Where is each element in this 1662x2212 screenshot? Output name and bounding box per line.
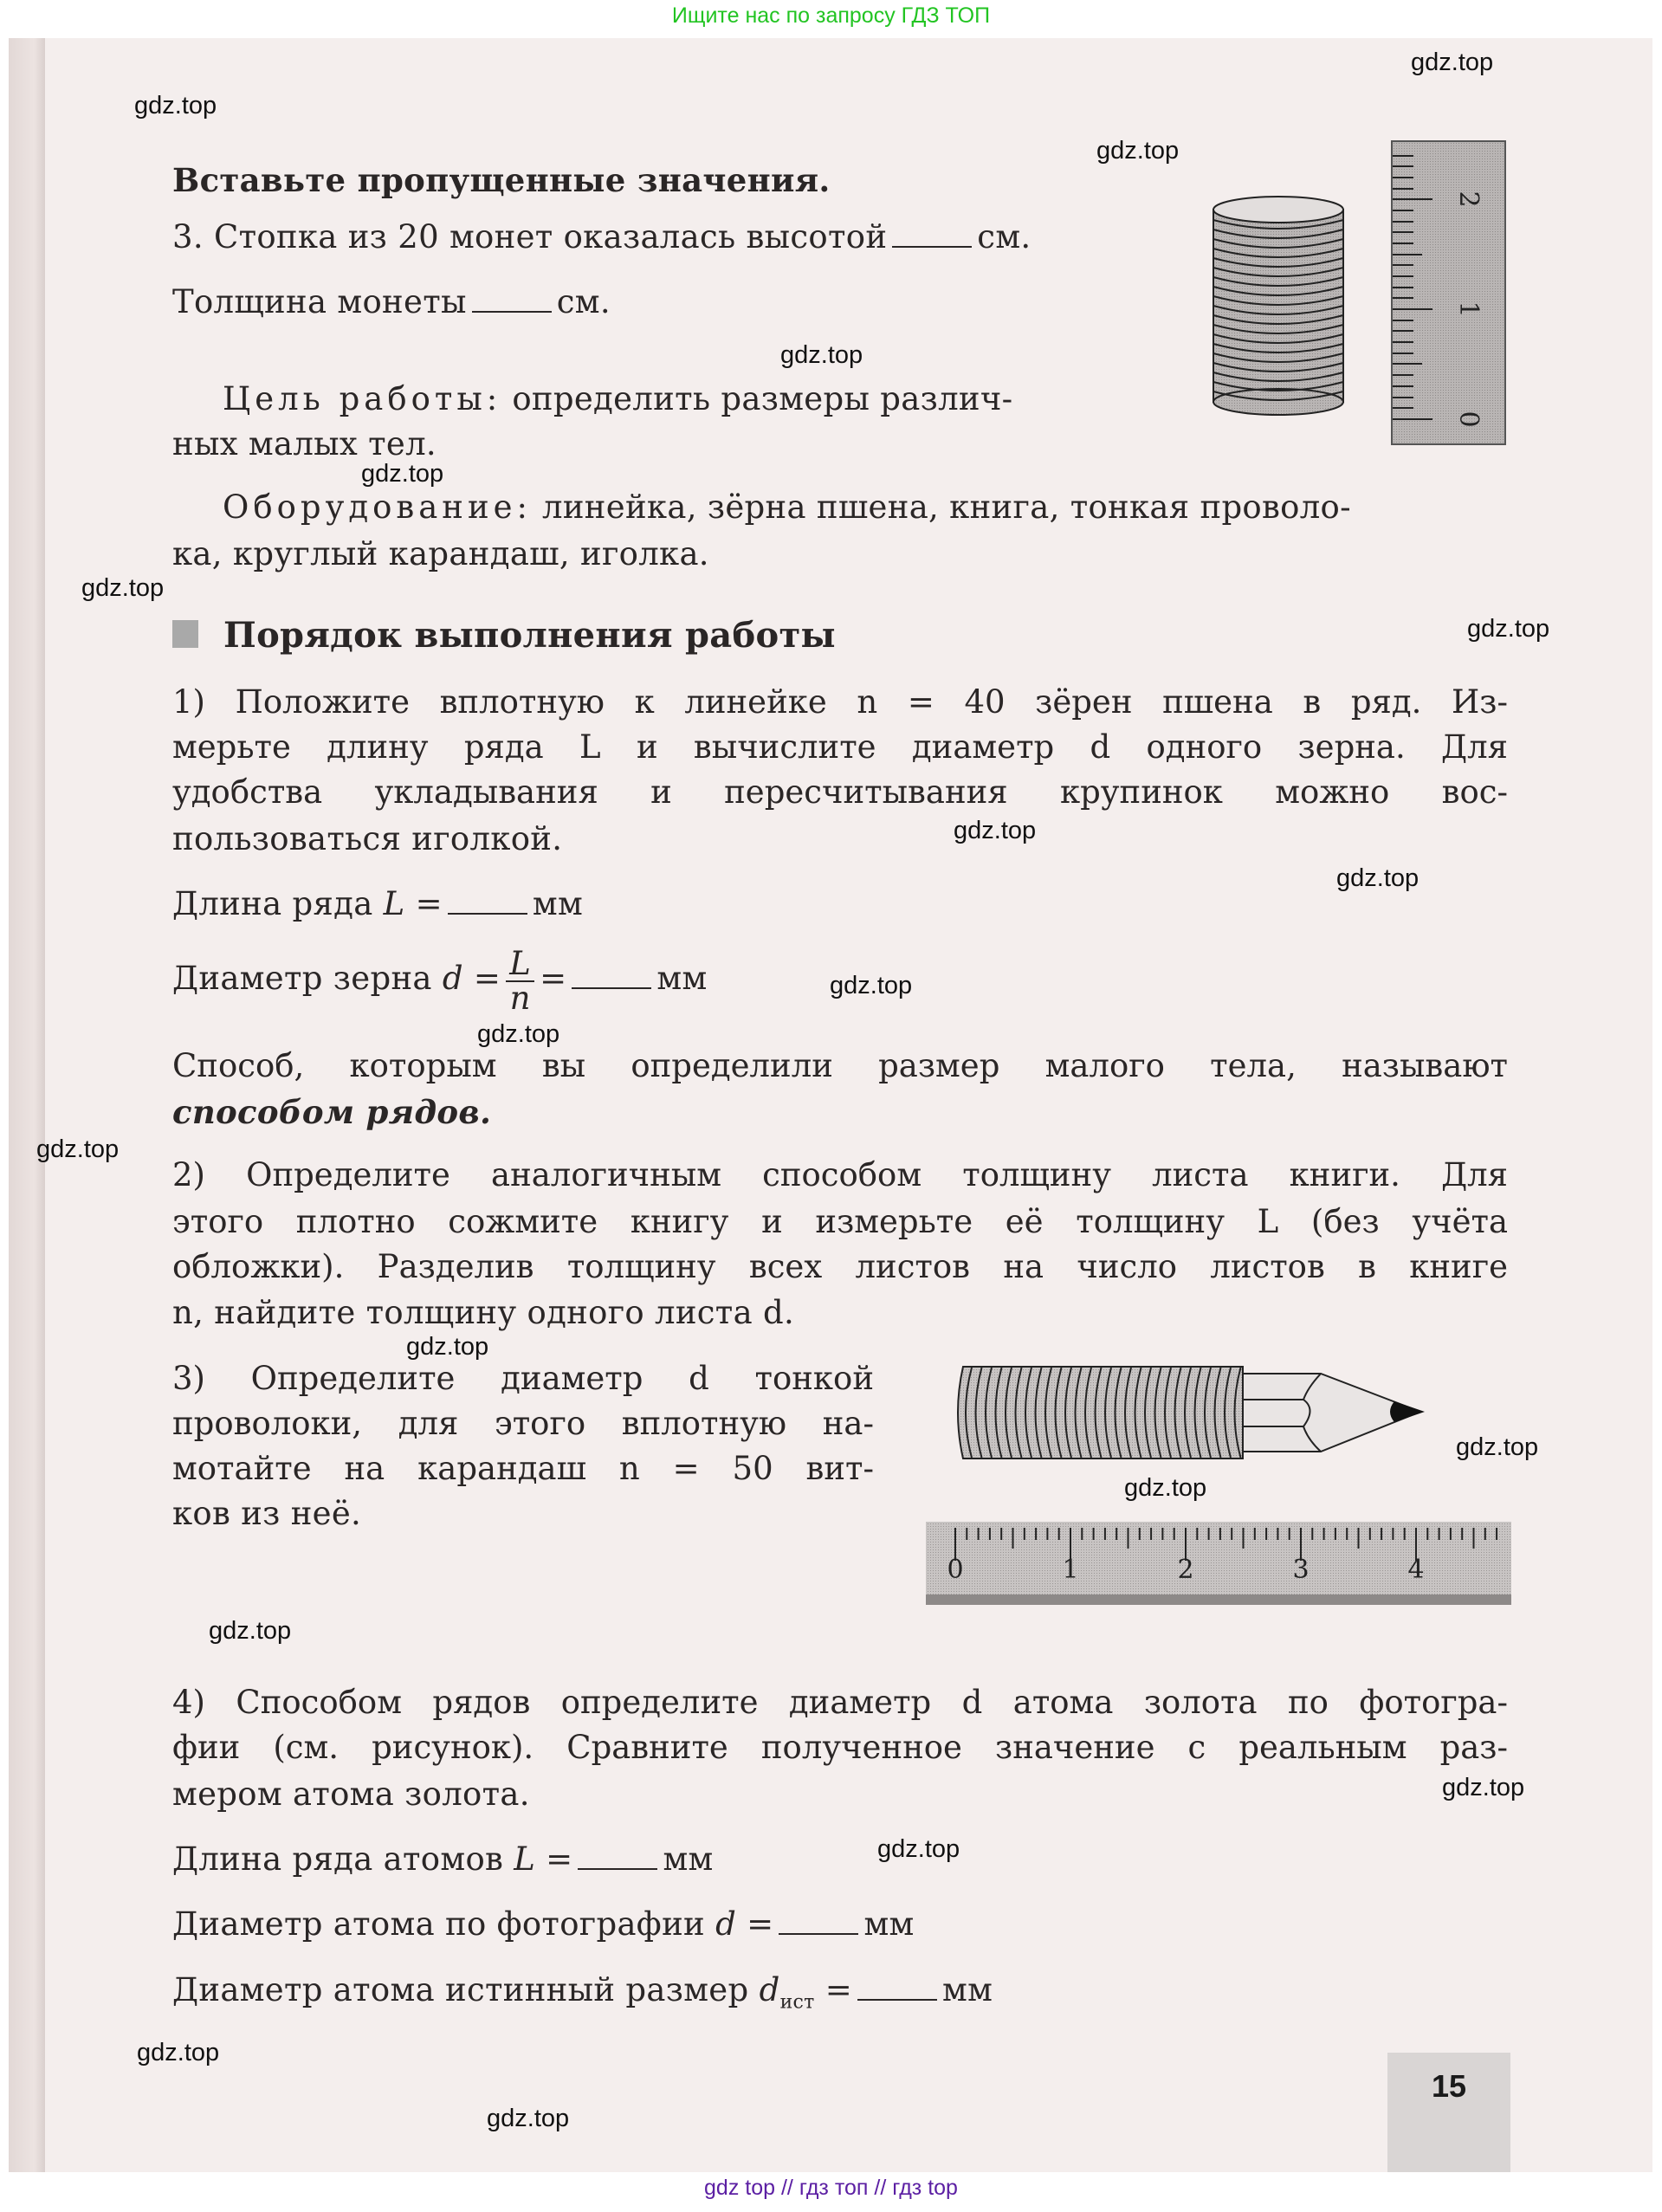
watermark-text: gdz.top xyxy=(361,460,444,488)
step2-line: 2) Определите аналогичным способом толщину листа книги. Для xyxy=(172,1156,1508,1193)
method-name: способом рядов. xyxy=(172,1093,492,1131)
method-text: Способ, которым вы определили размер малого тела, называют xyxy=(172,1047,1508,1084)
step2-line: n, найдите толщину одного листа d. xyxy=(172,1294,795,1331)
step3-line: 3) Определите диаметр d тонкой xyxy=(172,1360,874,1397)
watermark-text: gdz.top xyxy=(406,1333,489,1361)
watermark-text: gdz.top xyxy=(1336,864,1419,892)
row-length-line: Длина ряда L = мм xyxy=(172,885,584,922)
atom-true-diameter-blank[interactable] xyxy=(857,1975,937,2001)
step3-line: мотайте на карандаш n = 50 вит- xyxy=(172,1450,874,1487)
watermark-text: gdz.top xyxy=(1411,49,1494,76)
watermark-text: gdz.top xyxy=(137,2039,220,2066)
task3-line2: Толщина монеты см. xyxy=(172,283,611,320)
ruler-label: 3 xyxy=(1292,1555,1310,1585)
equipment-line1: Оборудование: линейка, зёрна пшена, книга, тонкая проволо- xyxy=(223,488,1351,526)
watermark-text: gdz.top xyxy=(1467,615,1550,643)
coin-stack-height-blank[interactable] xyxy=(892,222,972,248)
atom-true-diameter-line: Диаметр атома истинный размер $d_{ист}$ = мм xyxy=(172,1971,993,2014)
row-length-blank[interactable] xyxy=(448,889,527,915)
svg-text:2: 2 xyxy=(1453,191,1484,208)
ruler-label: 2 xyxy=(1177,1555,1194,1585)
heading-marker-icon xyxy=(172,620,198,648)
page-gutter xyxy=(9,38,45,2172)
fraction: $\frac{L}{n}$ xyxy=(506,948,534,1015)
step3-line: проволоки, для этого вплотную на- xyxy=(172,1405,874,1442)
grain-diameter-blank[interactable] xyxy=(572,963,651,989)
step1-line: 1) Положите вплотную к линейке n = 40 зёрен пшена в ряд. Из- xyxy=(172,683,1508,721)
instruction-text: Вставьте пропущенные значения. xyxy=(172,161,831,199)
goal-line1: Цель работы: определить размеры различ- xyxy=(223,380,1013,417)
pencil-with-wire-figure xyxy=(953,1361,1514,1467)
footer-links[interactable]: gdz top // гдз топ // гдз top xyxy=(704,2176,958,2200)
atom-photo-diameter-blank[interactable] xyxy=(779,1909,858,1935)
atom-row-length-blank[interactable] xyxy=(578,1844,657,1870)
watermark-text: gdz.top xyxy=(134,92,217,120)
step3-line: ков из неё. xyxy=(172,1495,362,1532)
coin-thickness-blank[interactable] xyxy=(472,287,552,313)
watermark-text: gdz.top xyxy=(1456,1433,1539,1461)
svg-text:1: 1 xyxy=(1453,301,1484,318)
step2-line: этого плотно сожмите книгу и измерьте её толщину L (без учёта xyxy=(172,1203,1508,1240)
equipment-line2: ка, круглый карандаш, иголка. xyxy=(172,535,709,572)
step1-line: мерьте длину ряда L и вычислите диаметр d одного зерна. Для xyxy=(172,728,1508,766)
watermark-text: gdz.top xyxy=(36,1135,120,1163)
search-banner[interactable]: Ищите нас по запросу ГДЗ ТОП xyxy=(671,3,991,28)
goal-line2: ных малых тел. xyxy=(172,425,437,462)
coin-stack-figure xyxy=(1211,192,1346,419)
watermark-text: gdz.top xyxy=(209,1617,292,1645)
svg-text:0: 0 xyxy=(1453,411,1484,428)
watermark-text: gdz.top xyxy=(1096,137,1180,165)
watermark-text: gdz.top xyxy=(1442,1774,1525,1801)
watermark-text: gdz.top xyxy=(830,972,913,999)
step1-line: удобства укладывания и пересчитывания крупинок можно вос- xyxy=(172,773,1508,811)
grain-diameter-line: Диаметр зерна d = $\frac{L}{n}$ = мм xyxy=(172,944,708,1017)
horizontal-ruler-figure xyxy=(925,1521,1512,1607)
ruler-label: 0 xyxy=(947,1555,964,1585)
watermark-text: gdz.top xyxy=(1124,1474,1207,1502)
procedure-heading: Порядок выполнения работы xyxy=(223,615,836,656)
step1-line: пользоваться иголкой. xyxy=(172,820,563,857)
watermark-text: gdz.top xyxy=(81,574,165,602)
page-number: 15 xyxy=(1387,2053,1510,2172)
step2-line: обложки). Разделив толщину всех листов на число листов в книге xyxy=(172,1248,1508,1285)
ruler-label: 1 xyxy=(1062,1555,1079,1585)
watermark-text: gdz.top xyxy=(877,1835,960,1863)
watermark-text: gdz.top xyxy=(954,817,1037,844)
task3-line1: 3. Стопка из 20 монет оказалась высотой см. xyxy=(172,218,1031,255)
vertical-ruler-figure xyxy=(1391,140,1507,447)
watermark-text: gdz.top xyxy=(780,341,863,369)
step4-line: 4) Способом рядов определите диаметр d атома золота по фотогра- xyxy=(172,1684,1508,1721)
atom-row-length-line: Длина ряда атомов L = мм xyxy=(172,1840,714,1878)
atom-photo-diameter-line: Диаметр атома по фотографии d = мм xyxy=(172,1905,915,1943)
ruler-label: 4 xyxy=(1407,1555,1425,1585)
step4-line: фии (см. рисунок). Сравните полученное значение с реальным раз- xyxy=(172,1729,1508,1766)
watermark-text: gdz.top xyxy=(487,2105,570,2132)
step4-line: мером атома золота. xyxy=(172,1775,530,1813)
watermark-text: gdz.top xyxy=(477,1020,560,1048)
